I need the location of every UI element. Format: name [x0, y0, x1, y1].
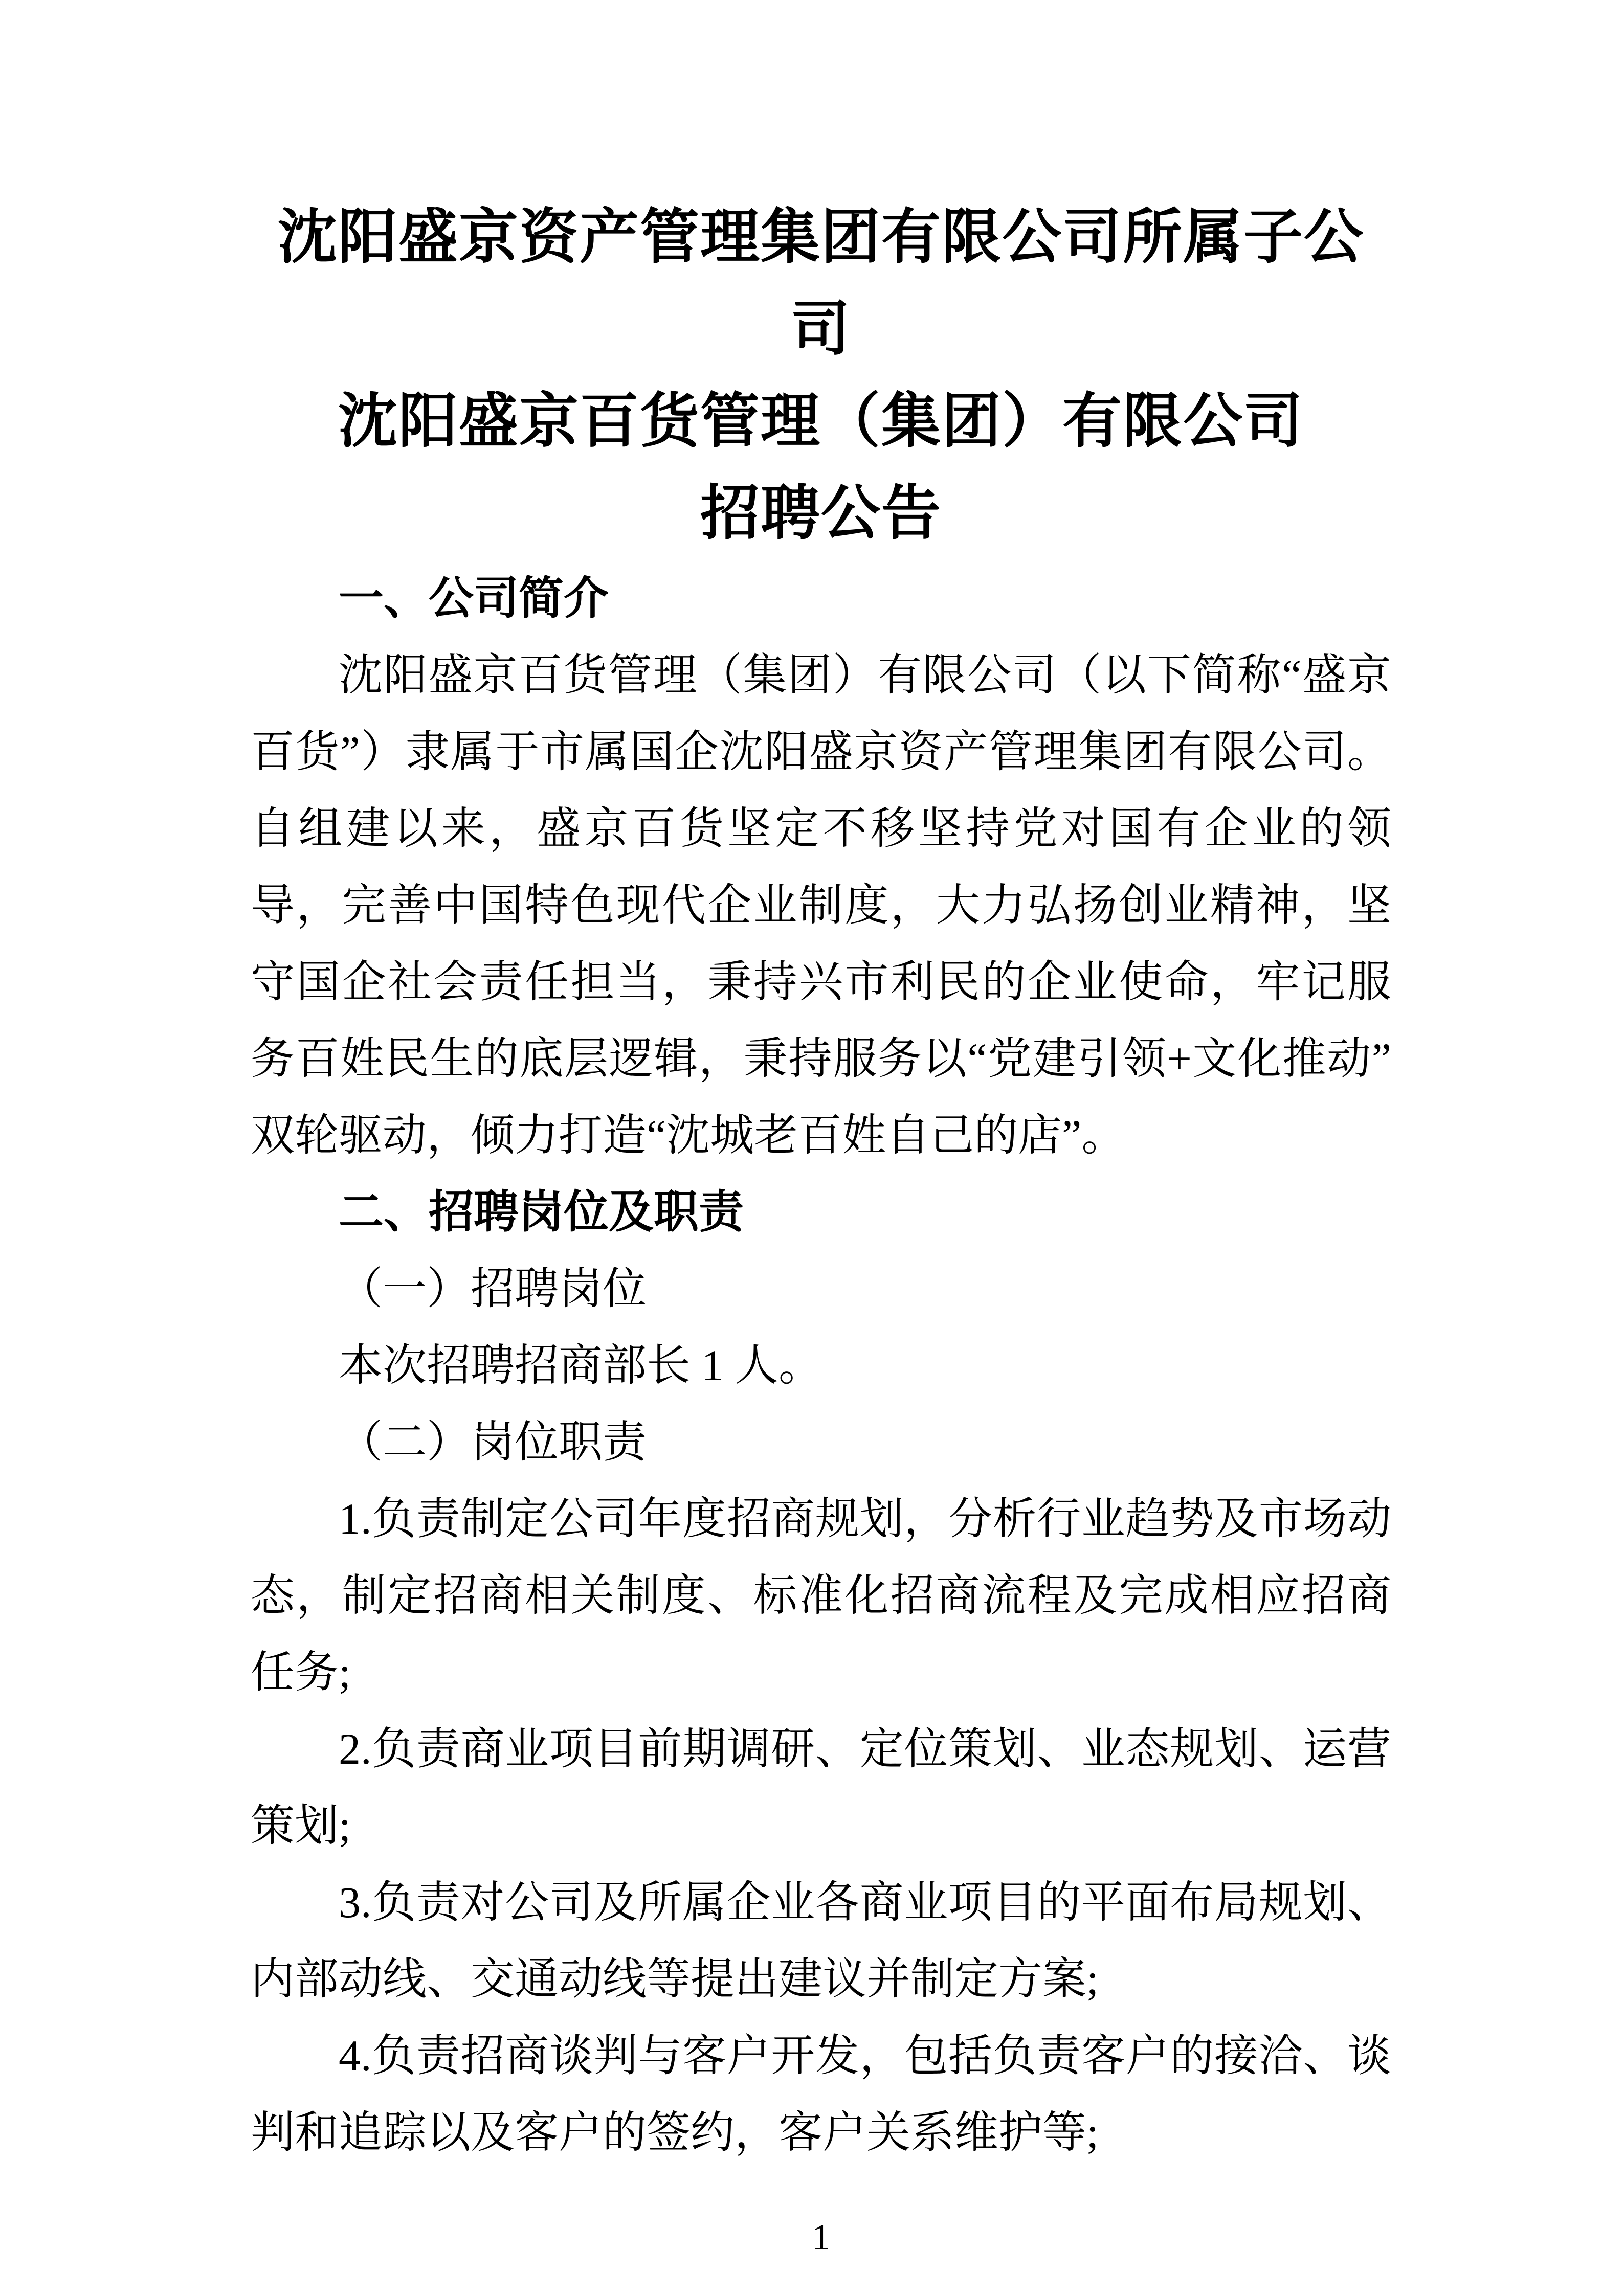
- section-positions-duties-heading: 二、招聘岗位及职责: [339, 1186, 744, 1237]
- title-line-3: 招聘公告: [700, 481, 942, 547]
- duty-item-2: 2.负责商业项目前期调研、定位策划、业态规划、运营策划;: [251, 1724, 1391, 1850]
- sub-heading-recruit-position: （一）招聘岗位: [339, 1263, 647, 1314]
- section-company-intro-heading: 一、公司简介: [339, 573, 609, 623]
- recruit-position-text: 本次招聘招商部长 1 人。: [339, 1341, 822, 1390]
- document-title: [251, 192, 1391, 560]
- sub-heading-position-duties: （二）岗位职责: [339, 1416, 647, 1468]
- company-intro-paragraph: 沈阳盛京百货管理（集团）有限公司（以下简称“盛京百货”）隶属于市属国企沈阳盛京资产管理集团有限公司。自组建以来，盛京百货坚定不移坚持党对国有企业的领导，完善中国特色现代企业制度，大力弘扬创业精神，坚守国企社会责任担当，秉持兴市利民的企业使命，牢记服务百姓民生的底层逻辑，秉持服务以“党建引领+文化推动”双轮驱动，倾力打造“沈城老百姓自己的店”。: [251, 650, 1391, 1160]
- page-number: 1: [812, 2217, 830, 2258]
- title-line-1: 沈阳盛京资产管理集团有限公司所属子公司: [278, 205, 1364, 363]
- title-line-2: 沈阳盛京百货管理（集团）有限公司: [338, 389, 1304, 455]
- duty-item-1: 1.负责制定公司年度招商规划，分析行业趋势及市场动态，制定招商相关制度、标准化招商流程及完成相应招商任务;: [251, 1494, 1391, 1697]
- duty-item-3: 3.负责对公司及所属企业各商业项目的平面布局规划、内部动线、交通动线等提出建议并制定方案;: [251, 1878, 1391, 2004]
- duty-item-4: 4.负责招商谈判与客户开发，包括负责客户的接洽、谈判和追踪以及客户的签约，客户关系维护等;: [251, 2031, 1391, 2157]
